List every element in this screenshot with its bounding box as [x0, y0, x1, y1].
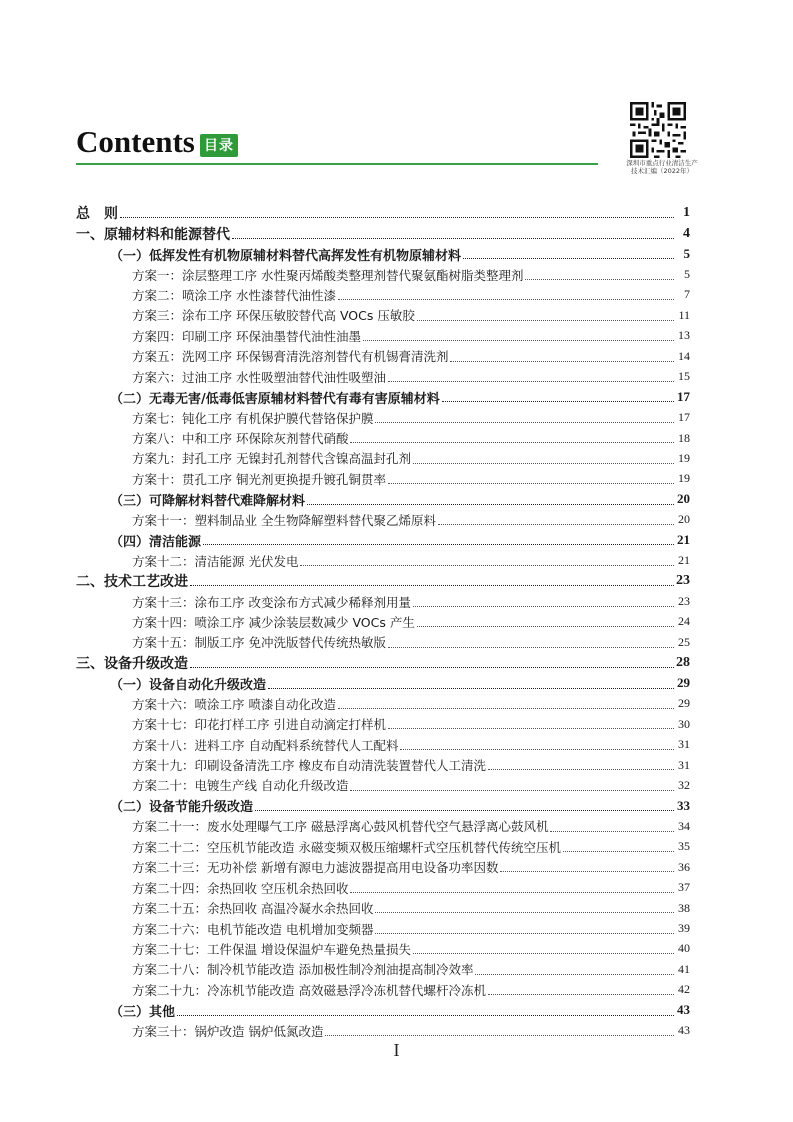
toc-entry-page: 31 — [678, 757, 690, 772]
toc-entry-scheme[interactable] — [76, 816, 690, 836]
toc-entry-page: 24 — [678, 614, 690, 629]
toc-entry-scheme[interactable] — [76, 755, 690, 775]
toc-entry-page: 43 — [677, 1002, 690, 1018]
toc-entry-page: 30 — [678, 716, 690, 731]
toc-leader-dots — [307, 503, 674, 505]
toc-entry-page: 11 — [678, 307, 690, 322]
qr-caption — [616, 159, 708, 175]
toc-entry-label: 方案四：印刷工序 环保油墨替代油性油墨 — [132, 328, 361, 344]
toc-leader-dots — [350, 441, 674, 443]
toc-leader-dots — [268, 687, 674, 689]
qr-code-block — [616, 102, 708, 180]
toc-entry-page: 5 — [683, 246, 690, 262]
toc-entry-page: 15 — [678, 369, 690, 384]
toc-entry-page: 5 — [684, 267, 690, 282]
toc-entry-label: 方案十四：喷涂工序 减少涂装层数减少 VOCs 产生 — [132, 614, 415, 630]
toc-entry-label: 方案二十八：制冷机节能改造 添加极性制冷剂油提高制冷效率 — [132, 962, 474, 978]
toc-leader-dots — [417, 319, 674, 321]
toc-entry-scheme[interactable] — [76, 367, 690, 387]
toc-entry-page: 36 — [678, 859, 690, 874]
toc-entry-subsection[interactable] — [76, 387, 690, 407]
toc-leader-dots — [177, 1014, 674, 1016]
toc-entry-label: 方案十三：涂布工序 改变涂布方式减少稀释剂用量 — [132, 594, 411, 610]
toc-entry-label: 方案十：贯孔工序 铜光剂更换提升镀孔铜贯率 — [132, 471, 386, 487]
toc-entry-subsection[interactable] — [76, 489, 690, 509]
toc-entry-label: 方案十二：清洁能源 光伏发电 — [132, 553, 299, 569]
toc-leader-dots — [388, 646, 674, 648]
toc-entry-subsection[interactable] — [76, 1000, 690, 1020]
toc-entry-label: （四）清洁能源 — [110, 534, 202, 550]
toc-entry-page: 31 — [678, 737, 690, 752]
toc-entry-label: （三）可降解材料替代难降解材料 — [110, 493, 306, 509]
qr-caption-line2: 技术汇编（2022年） — [630, 167, 694, 175]
toc-leader-dots — [438, 523, 674, 525]
toc-entry-scheme[interactable] — [76, 550, 690, 570]
toc-entry-label: 方案一：涂层整理工序 水性聚丙烯酸类整理剂替代聚氨酯树脂类整理剂 — [132, 267, 524, 283]
toc-entry-scheme[interactable] — [76, 898, 690, 918]
toc-leader-dots — [413, 952, 674, 954]
toc-entry-label: （一）低挥发性有机物原辅材料替代高挥发性有机物原辅材料 — [110, 248, 462, 264]
toc-entry-page: 25 — [678, 634, 690, 649]
toc-entry-label: 一、原辅材料和能源替代 — [76, 226, 230, 243]
toc-leader-dots — [417, 625, 674, 627]
toc-entry-scheme[interactable] — [76, 980, 690, 1000]
toc-entry-label: 总 则 — [76, 206, 118, 223]
toc-entry-page: 40 — [678, 941, 690, 956]
toc-leader-dots — [190, 666, 674, 668]
toc-leader-dots — [300, 564, 674, 566]
toc-entry-page: 35 — [678, 839, 690, 854]
toc-entry-scheme[interactable] — [76, 346, 690, 366]
toc-entry-section[interactable] — [76, 653, 690, 673]
toc-entry-scheme[interactable] — [76, 714, 690, 734]
toc-entry-scheme[interactable] — [76, 918, 690, 938]
toc-entry-scheme[interactable] — [76, 510, 690, 530]
toc-entry-page: 20 — [677, 491, 690, 507]
toc-entry-label: 方案二十五：余热回收 高温冷凝水余热回收 — [132, 901, 374, 917]
toc-leader-dots — [375, 911, 674, 913]
toc-entry-page: 17 — [678, 410, 690, 425]
toc-entry-label: 方案二：喷涂工序 水性漆替代油性漆 — [132, 287, 336, 303]
header-divider — [76, 163, 598, 165]
toc-entry-scheme[interactable] — [76, 469, 690, 489]
toc-entry-scheme[interactable] — [76, 264, 690, 284]
toc-entry-page: 33 — [677, 797, 690, 813]
toc-leader-dots — [350, 891, 674, 893]
toc-entry-label: （二）无毒无害/低毒低害原辅材料替代有毒有害原辅材料 — [110, 391, 440, 407]
toc-leader-dots — [550, 830, 674, 832]
toc-entry-page: 28 — [676, 654, 690, 670]
toc-leader-dots — [400, 748, 674, 750]
toc-entry-label: 方案二十二：空压机节能改造 永磁变频双极压缩螺杆式空压机替代传统空压机 — [132, 839, 561, 855]
toc-entry-label: （二）设备节能升级改造 — [110, 800, 254, 816]
toc-entry-label: 方案二十七：工件保温 增设保温炉车避免热量损失 — [132, 941, 411, 957]
page-title: Contents — [76, 124, 195, 159]
toc-entry-subsection[interactable] — [76, 673, 690, 693]
toc-entry-page: 19 — [678, 450, 690, 465]
toc-leader-dots — [388, 380, 674, 382]
toc-entry-page: 29 — [678, 696, 690, 711]
toc-entry-label: 方案二十六：电机节能改造 电机增加变频器 — [132, 921, 374, 937]
toc-leader-dots — [388, 482, 674, 484]
toc-entry-scheme[interactable] — [76, 734, 690, 754]
toc-entry-label: 方案十六：喷涂工序 喷漆自动化改造 — [132, 696, 336, 712]
toc-entry-page: 23 — [678, 594, 690, 609]
toc-leader-dots — [338, 298, 674, 300]
toc-entry-scheme[interactable] — [76, 837, 690, 857]
toc-entry-scheme[interactable] — [76, 591, 690, 611]
toc-leader-dots — [375, 932, 674, 934]
toc-entry-scheme[interactable] — [76, 305, 690, 325]
toc-entry-scheme[interactable] — [76, 877, 690, 897]
toc-entry-page: 42 — [678, 982, 690, 997]
qr-caption-line1: 深圳市重点行业清洁生产 — [626, 159, 698, 167]
toc-entry-page: 23 — [676, 573, 690, 589]
toc-leader-dots — [375, 421, 674, 423]
toc-entry-label: 方案七：钝化工序 有机保护膜代替铬保护膜 — [132, 410, 374, 426]
toc-entry-page: 32 — [678, 777, 690, 792]
toc-entry-scheme[interactable] — [76, 857, 690, 877]
toc-entry-label: 方案十八：进料工序 自动配料系统替代人工配料 — [132, 737, 399, 753]
toc-leader-dots — [413, 462, 674, 464]
toc-leader-dots — [525, 278, 674, 280]
toc-entry-page: 43 — [678, 1023, 690, 1038]
toc-leader-dots — [500, 870, 674, 872]
toc-entry-page: 7 — [684, 287, 690, 302]
toc-leader-dots — [475, 973, 674, 975]
toc-entry-label: 方案五：洗网工序 环保锡膏清洗溶剂替代有机锡膏清洗剂 — [132, 349, 449, 365]
toc-entry-section[interactable] — [76, 571, 690, 591]
toc-entry-scheme[interactable] — [76, 1021, 690, 1041]
toc-entry-subsection[interactable] — [76, 244, 690, 264]
toc-leader-dots — [338, 707, 674, 709]
title-badge-cn: 目录 — [200, 134, 238, 157]
toc-entry-page: 39 — [678, 921, 690, 936]
toc-entry-label: 方案二十一：废水处理曝气工序 磁悬浮离心鼓风机替代空气悬浮离心鼓风机 — [132, 819, 549, 835]
toc-leader-dots — [463, 257, 674, 259]
toc-leader-dots — [350, 789, 674, 791]
toc-leader-dots — [488, 768, 674, 770]
toc-leader-dots — [190, 584, 674, 586]
toc-entry-page: 18 — [678, 430, 690, 445]
toc-entry-page: 21 — [678, 553, 690, 568]
toc-entry-label: 方案三：涂布工序 环保压敏胶替代高 VOCs 压敏胶 — [132, 308, 415, 324]
toc-entry-page: 17 — [677, 389, 690, 405]
toc-entry-scheme[interactable] — [76, 428, 690, 448]
toc-leader-dots — [413, 605, 674, 607]
toc-entry-label: 方案三十：锅炉改造 锅炉低氮改造 — [132, 1023, 324, 1039]
toc-entry-label: 方案十七：印花打样工序 引进自动滴定打样机 — [132, 717, 386, 733]
toc-leader-dots — [232, 237, 674, 239]
toc-entry-subsection[interactable] — [76, 530, 690, 550]
toc-leader-dots — [363, 339, 674, 341]
toc-entry-page: 13 — [678, 328, 690, 343]
toc-entry-label: 方案六：过油工序 水性吸塑油替代油性吸塑油 — [132, 369, 386, 385]
toc-entry-scheme[interactable] — [76, 407, 690, 427]
toc-leader-dots — [203, 543, 674, 545]
toc-leader-dots — [325, 1034, 674, 1036]
toc-entry-scheme[interactable] — [76, 285, 690, 305]
toc-entry-subsection[interactable] — [76, 796, 690, 816]
toc-entry-label: 方案二十九：冷冻机节能改造 高效磁悬浮冷冻机替代螺杆冷冻机 — [132, 982, 486, 998]
toc-entry-page: 21 — [677, 532, 690, 548]
toc-entry-label: 方案十五：制版工序 免冲洗版替代传统热敏版 — [132, 635, 386, 651]
toc-leader-dots — [563, 850, 674, 852]
toc-entry-scheme[interactable] — [76, 939, 690, 959]
toc-leader-dots — [450, 360, 674, 362]
toc-entry-label: 方案十一：塑料制品业 全生物降解塑料替代聚乙烯原料 — [132, 512, 436, 528]
page-number: I — [393, 1040, 400, 1060]
toc-entry-section[interactable] — [76, 223, 690, 243]
toc-leader-dots — [388, 727, 674, 729]
toc-entry-page: 37 — [678, 880, 690, 895]
toc-entry-page: 41 — [678, 961, 690, 976]
toc-leader-dots — [120, 216, 674, 218]
toc-entry-page: 38 — [678, 900, 690, 915]
toc-entry-page: 34 — [678, 818, 690, 833]
toc-entry-label: 方案九：封孔工序 无镍封孔剂替代含镍高温封孔剂 — [132, 451, 411, 467]
toc-entry-label: 方案二十：电镀生产线 自动化升级改造 — [132, 778, 349, 794]
toc-entry-page: 14 — [678, 348, 690, 363]
toc-entry-page: 4 — [683, 225, 690, 241]
toc-entry-page: 19 — [678, 471, 690, 486]
toc-entry-scheme[interactable] — [76, 694, 690, 714]
toc-leader-dots — [255, 809, 674, 811]
qr-code-icon — [630, 102, 686, 158]
toc-entry-label: （一）设备自动化升级改造 — [110, 677, 267, 693]
toc-entry-scheme[interactable] — [76, 326, 690, 346]
toc-entry-scheme[interactable] — [76, 959, 690, 979]
toc-entry-section[interactable] — [76, 203, 690, 223]
toc-entry-label: 三、设备升级改造 — [76, 655, 188, 672]
toc-entry-label: 二、技术工艺改进 — [76, 574, 188, 591]
toc-leader-dots — [442, 400, 674, 402]
toc-entry-label: （三）其他 — [110, 1004, 176, 1020]
toc-entry-page: 1 — [683, 205, 690, 221]
toc-entry-page: 29 — [677, 675, 690, 691]
toc-entry-scheme[interactable] — [76, 448, 690, 468]
toc-entry-label: 方案八：中和工序 环保除灰剂替代硝酸 — [132, 431, 349, 447]
toc-leader-dots — [488, 993, 674, 995]
toc-entry-page: 20 — [678, 512, 690, 527]
toc-entry-scheme[interactable] — [76, 612, 690, 632]
toc-entry-label: 方案二十四：余热回收 空压机余热回收 — [132, 880, 349, 896]
toc-entry-label: 方案二十三：无功补偿 新增有源电力滤波器提高用电设备功率因数 — [132, 860, 499, 876]
toc-entry-label: 方案十九：印刷设备清洗工序 橡皮布自动清洗装置替代人工清洗 — [132, 758, 486, 774]
toc-entry-scheme[interactable] — [76, 775, 690, 795]
table-of-contents — [76, 203, 690, 1041]
toc-entry-scheme[interactable] — [76, 632, 690, 652]
